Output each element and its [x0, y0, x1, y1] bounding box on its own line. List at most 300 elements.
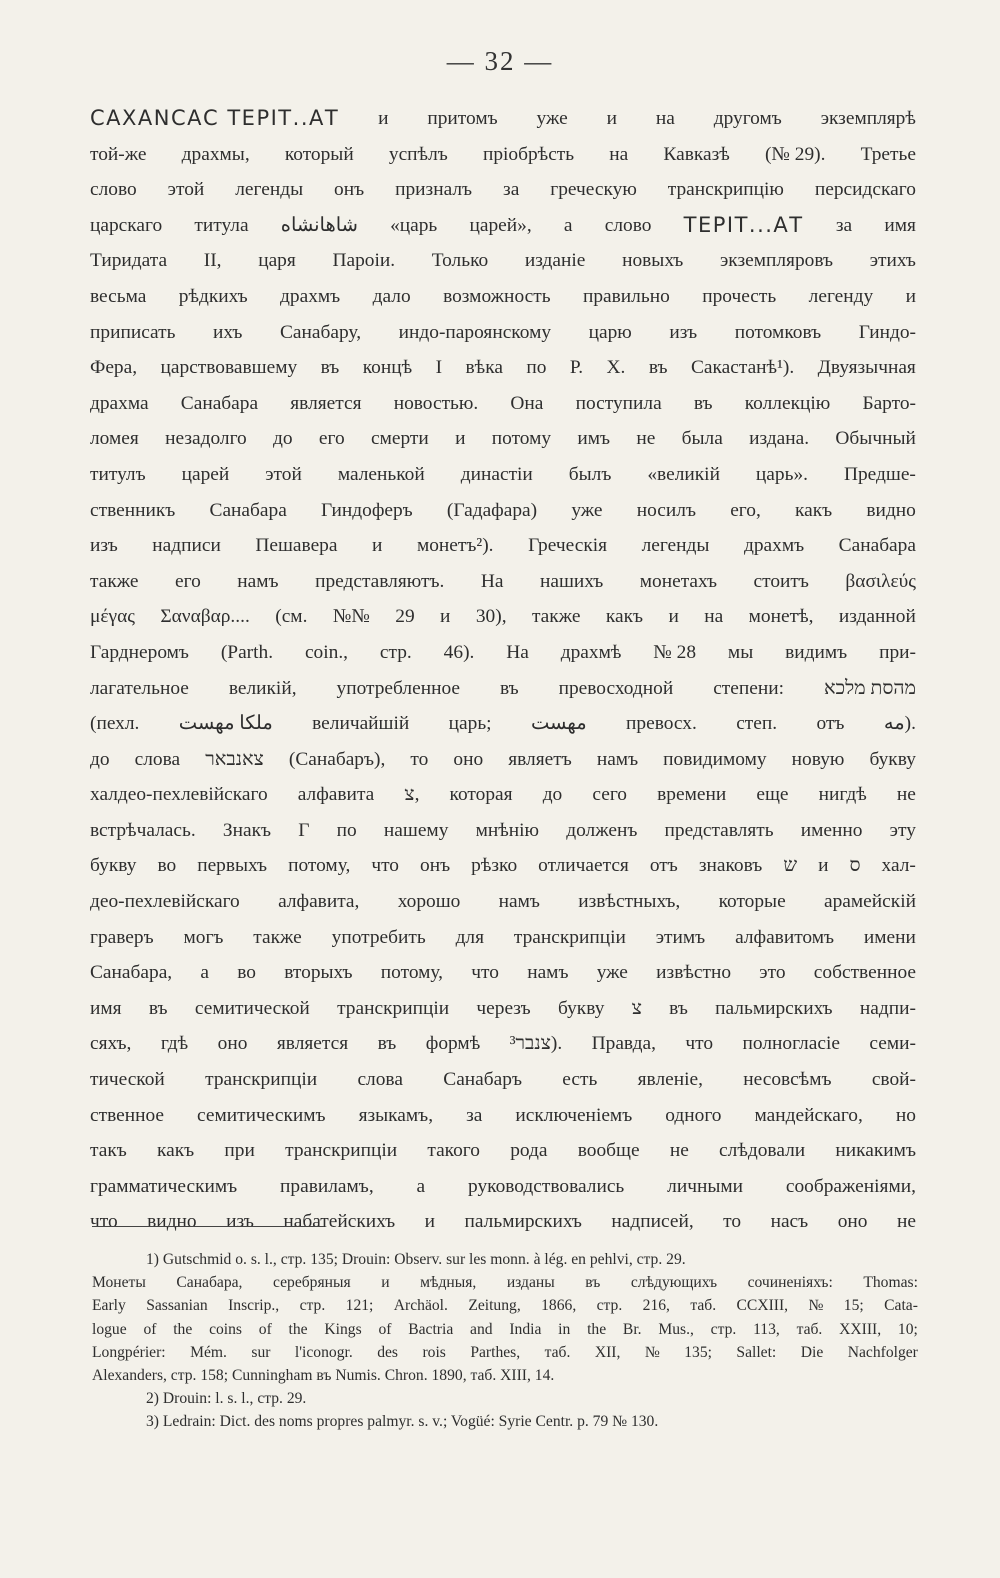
word: стр. [379, 641, 412, 663]
text-line [90, 920, 916, 956]
page-number: — 32 — [446, 46, 554, 76]
word: драхмъ [280, 285, 341, 307]
word: прочесть [702, 285, 777, 307]
word: № [808, 1297, 824, 1315]
word: Inscrip., [228, 1297, 280, 1315]
word: издана. [749, 428, 810, 450]
word: уже [596, 962, 628, 984]
word: въ [148, 997, 168, 1019]
word: вообще [577, 1140, 640, 1162]
word: какъ [795, 499, 833, 521]
word: времени [657, 784, 727, 806]
word: степени: [713, 677, 785, 699]
word: №№ [332, 606, 370, 628]
word: таб. [690, 1297, 717, 1315]
word: слово [90, 179, 137, 201]
word: полногласіе [742, 1033, 840, 1055]
word: имъ [577, 428, 611, 450]
word: новостью. [393, 392, 479, 414]
word: 121; [345, 1297, 374, 1315]
word: потомковъ [734, 321, 822, 343]
word: 216, [642, 1297, 670, 1315]
word: букву [869, 748, 916, 770]
word: гдѣ [160, 1033, 189, 1055]
word: была [681, 428, 723, 450]
text-line [90, 635, 916, 671]
word: изъ [90, 535, 118, 557]
word: Zeitung, [468, 1297, 521, 1315]
word: царей [181, 463, 230, 485]
word: а [200, 962, 210, 984]
word: семитической [194, 997, 310, 1019]
word: отъ [649, 855, 678, 877]
word: 113, [753, 1320, 780, 1338]
word: Пешавера [255, 535, 338, 557]
word: степ. [736, 713, 778, 735]
word: никакимъ [835, 1140, 916, 1162]
word: транскрипцію [667, 179, 784, 201]
word: Х. [606, 357, 626, 379]
word: и [381, 1274, 390, 1292]
word: букву [90, 855, 137, 877]
word: другомъ [713, 108, 782, 129]
word: мандейскаго, [754, 1104, 863, 1126]
word: XXIII, [839, 1320, 882, 1338]
footnote-line [92, 1341, 918, 1364]
word: царей», [469, 214, 532, 236]
text-line [90, 884, 916, 920]
word: 1866, [541, 1297, 577, 1315]
word: не [896, 784, 916, 806]
word: собственное [813, 962, 916, 984]
word: Кавказѣ [663, 143, 730, 165]
word: въ [320, 357, 340, 379]
footnotes [92, 1248, 918, 1434]
word: изданной [838, 606, 916, 628]
word: превосходной [558, 677, 674, 699]
word: На [480, 570, 504, 592]
word: первыхъ [197, 855, 268, 877]
word: צאנבאר [205, 748, 264, 770]
word: алфавита, [278, 891, 360, 913]
word: исключеніемъ [515, 1104, 633, 1126]
word: САХАNСАС ТЕРІТ..АТ [90, 106, 340, 130]
word: I [435, 357, 443, 379]
word: Санабара [838, 535, 916, 557]
word: Г [298, 819, 310, 841]
word: но [895, 1104, 916, 1126]
word: Sallet: [736, 1343, 777, 1361]
word: какъ [605, 606, 644, 628]
word: серебряныя [273, 1274, 351, 1292]
word: of [378, 1320, 392, 1338]
word: семи- [869, 1033, 916, 1055]
word: свой- [871, 1069, 916, 1091]
word: слѣдующихъ [630, 1274, 718, 1292]
text-line [90, 457, 916, 493]
word: пальмирскихъ [464, 1211, 582, 1233]
word: Третье [860, 143, 916, 165]
word: на [655, 108, 675, 129]
word: и [372, 535, 383, 557]
word: и [440, 606, 451, 628]
word: которая [449, 784, 513, 806]
word: что [90, 1211, 118, 1233]
word: и [905, 285, 916, 307]
word: ственникъ [90, 499, 176, 521]
word: царю [588, 321, 632, 343]
word: des [377, 1343, 398, 1361]
word: «великій [647, 463, 720, 485]
word: сего [592, 784, 627, 806]
word: онъ [420, 855, 451, 877]
footnote-line [92, 1318, 918, 1341]
word: 15; [843, 1297, 864, 1315]
word: нашихъ [539, 570, 604, 592]
word: въ [669, 997, 688, 1019]
word: the [288, 1320, 308, 1338]
word: и [606, 108, 617, 129]
word: Archäol. [393, 1297, 448, 1315]
word: Санабара [209, 499, 287, 521]
word: и [455, 428, 466, 450]
word: успѣлъ [388, 143, 448, 165]
word: 46). [443, 641, 475, 663]
word: онъ [334, 179, 365, 201]
word: персидскаго [814, 179, 916, 201]
word: транскрипціи [205, 1069, 318, 1091]
word: Пароіи. [332, 250, 396, 272]
word: великій, [228, 677, 297, 699]
word: на [704, 606, 724, 628]
footnote-line: Alexanders, стр. 158; Cunningham въ Numis. Chron. 1890, таб. XIII, 14. [92, 1366, 555, 1384]
word: той-же [90, 143, 147, 165]
word: царствовавшему [160, 357, 298, 379]
word: маленькой [337, 463, 425, 485]
word: до [90, 748, 110, 770]
word: за [466, 1104, 483, 1126]
word: граверъ [90, 926, 154, 948]
footnote-line: 3) Ledrain: Dict. des noms propres palmyr. s. v.; Vogüé: Syrie Centr. p. 79 № 130. [146, 1413, 659, 1431]
word: также [90, 570, 139, 592]
word: ס [849, 855, 861, 877]
word: именно [800, 819, 863, 841]
word: отъ [816, 713, 845, 735]
text-line [90, 1026, 916, 1062]
word: еще [756, 784, 789, 806]
text-line [90, 421, 916, 457]
word: намъ [527, 962, 569, 984]
word: coins [209, 1320, 242, 1338]
word: слова [134, 748, 181, 770]
word: Thomas: [863, 1274, 918, 1292]
word: изданіе [524, 250, 586, 272]
word: мы [727, 641, 754, 663]
word: Фера, [90, 357, 138, 379]
word: отличается [538, 855, 629, 877]
text-line [90, 279, 916, 315]
word: есть [562, 1069, 598, 1091]
word: при- [879, 641, 916, 663]
word: logue [92, 1320, 127, 1338]
word: the [173, 1320, 193, 1338]
word: концѣ [362, 357, 413, 379]
word: sur [251, 1343, 271, 1361]
word: возможность [443, 285, 551, 307]
word: въ [648, 357, 668, 379]
word: экземпляровъ [719, 250, 834, 272]
word: Kings [324, 1320, 362, 1338]
word: (Гадафара) [446, 499, 538, 521]
text-line [90, 101, 916, 137]
word: рѣдкихъ [178, 285, 248, 307]
word: арамейскій [824, 891, 916, 913]
word: представлять [664, 819, 774, 841]
word: насъ [770, 1211, 809, 1233]
word: транскрипціи [285, 1140, 398, 1162]
word: مه). [883, 713, 916, 735]
word: то [410, 748, 429, 770]
word: слѣдовали [719, 1140, 806, 1162]
word: имени [863, 926, 916, 948]
word: за [835, 214, 853, 236]
text-line [90, 955, 916, 991]
word: монетѣ, [748, 606, 814, 628]
word: вторыхъ [284, 962, 353, 984]
word: стоитъ [753, 570, 809, 592]
word: Die [800, 1343, 824, 1361]
word: стр. [710, 1320, 737, 1338]
word: этой [265, 463, 302, 485]
word: въ [585, 1274, 601, 1292]
text-line [90, 1133, 916, 1169]
word: слово [604, 214, 652, 236]
word: слова [357, 1069, 403, 1091]
text-line [90, 777, 916, 813]
word: не [896, 1211, 916, 1233]
word: драхмъ [743, 535, 805, 557]
word: хорошо [397, 891, 461, 913]
text-line [90, 350, 916, 386]
word: надписей, [611, 1211, 694, 1233]
word: rois [422, 1343, 446, 1361]
word: Монеты [92, 1274, 146, 1292]
word: легенду [808, 285, 874, 307]
word: въ [377, 1033, 397, 1055]
text-line [90, 671, 916, 707]
word: легенды [235, 179, 304, 201]
word: лагательное [90, 677, 189, 699]
word: драхмы, [181, 143, 250, 165]
word: монетахъ [639, 570, 718, 592]
word: намъ [237, 570, 279, 592]
word: Longpérier: [92, 1343, 166, 1361]
word: таб. [796, 1320, 823, 1338]
word: Cata- [884, 1297, 918, 1315]
word: Гарднеромъ [90, 641, 189, 663]
word: и [424, 1211, 436, 1233]
word: 30), [475, 606, 507, 628]
word: династіи [460, 463, 533, 485]
word: Греческія [528, 535, 608, 557]
word: of [143, 1320, 157, 1338]
word: употребленное [336, 677, 460, 699]
footnote-line: 1) Gutschmid o. s. l., стр. 135; Drouin: Observ. sur les monn. à lég. en pehlvi, стр. 29. [146, 1251, 686, 1268]
word: in [558, 1320, 571, 1338]
word: хал- [881, 855, 916, 877]
word: и [818, 855, 829, 877]
word: Обычный [835, 428, 916, 450]
text-line [90, 813, 916, 849]
word: Гиндо- [858, 321, 916, 343]
word: شاهانشاه [280, 214, 358, 236]
word: его [318, 428, 345, 450]
word: царя [258, 250, 296, 272]
word: оно [837, 1211, 868, 1233]
word: новую [791, 748, 845, 770]
word: имя [90, 997, 122, 1019]
word: видно [866, 499, 916, 521]
word: таб. [544, 1343, 571, 1361]
word: № 28 [653, 641, 697, 663]
word: 135; [684, 1343, 712, 1361]
word: стр. [299, 1297, 326, 1315]
footnote-line [92, 1294, 918, 1317]
word: намъ [498, 891, 540, 913]
word: Р. [569, 357, 584, 379]
word: семитическимъ [197, 1104, 326, 1126]
word: (см. [275, 606, 308, 628]
word: ственное [90, 1104, 165, 1126]
word: царь». [755, 463, 808, 485]
word: Sassanian [146, 1297, 208, 1315]
word: повидимому [663, 748, 767, 770]
word: формѣ [425, 1033, 481, 1055]
text-line [90, 137, 916, 173]
text-line [90, 528, 916, 564]
word: смерти [370, 428, 429, 450]
word: соображеніями, [785, 1175, 916, 1197]
word: Двуязычная [817, 357, 916, 379]
word: μέγας [90, 606, 135, 628]
word: Тиридата [90, 250, 168, 272]
word: рода [510, 1140, 548, 1162]
word: (пехл. [90, 713, 140, 735]
word: и [668, 606, 679, 628]
word: царь; [448, 713, 492, 735]
word: букву [557, 997, 605, 1019]
word: Сакастанѣ¹). [690, 357, 795, 379]
word: «царь [390, 214, 438, 236]
word: ихъ [213, 321, 243, 343]
word: драхмѣ [560, 641, 622, 663]
word: потому [491, 428, 552, 450]
word: сочиненіяхъ: [747, 1274, 833, 1292]
word: могъ [183, 926, 224, 948]
word: также [253, 926, 302, 948]
word: такъ [90, 1140, 127, 1162]
text-line [90, 742, 916, 778]
word: Mém. [190, 1343, 227, 1361]
word: греческую [550, 179, 637, 201]
word: извѣстно [656, 962, 732, 984]
word: набатейскихъ [283, 1211, 396, 1233]
word: индо-пароянскому [398, 321, 552, 343]
word: за [503, 179, 520, 201]
word: что [685, 1033, 714, 1055]
word: (Санабаръ), [288, 748, 386, 770]
word: этой [167, 179, 205, 201]
word: величайшій [312, 713, 410, 735]
word: алфавита [297, 784, 375, 806]
word: долженъ [566, 819, 638, 841]
word: личными [667, 1175, 743, 1197]
word: его [175, 570, 201, 592]
word: правильно [582, 285, 670, 307]
word: צ, [404, 784, 420, 806]
word: нигдѣ [818, 784, 867, 806]
footnote-line: 2) Drouin: l. s. l., стр. 29. [146, 1390, 307, 1408]
word: для [455, 926, 485, 948]
word: CCXIII, [736, 1297, 789, 1315]
word: مهست [530, 713, 587, 735]
word: изъ [226, 1211, 254, 1233]
word: сяхъ, [90, 1033, 132, 1055]
word: намъ [596, 748, 639, 770]
text-line [90, 315, 916, 351]
word: дало [372, 285, 411, 307]
word: На [506, 641, 529, 663]
word: а [416, 1175, 426, 1197]
word: экземплярѣ [820, 108, 916, 129]
text-line [90, 493, 916, 529]
word: coin., [304, 641, 349, 663]
word: представляютъ. [315, 570, 445, 592]
word: потому, [288, 855, 351, 877]
word: ломея [90, 428, 139, 450]
word: Барто- [862, 392, 916, 414]
word: не [669, 1140, 689, 1162]
word: этихъ [869, 250, 916, 272]
word: весьма [90, 285, 147, 307]
word: былъ [568, 463, 612, 485]
word: Правда, [591, 1033, 656, 1055]
word: βασιλεύς [845, 570, 916, 592]
text-line [90, 706, 916, 742]
word: надписи [152, 535, 221, 557]
word: Только [431, 250, 489, 272]
footnote-line [92, 1271, 918, 1294]
word: на [609, 143, 629, 165]
text-line [90, 1062, 916, 1098]
word: надпи- [859, 997, 916, 1019]
word: легенды [641, 535, 710, 557]
word: Early [92, 1297, 126, 1315]
text-line [90, 243, 916, 279]
word: Br. [622, 1320, 642, 1338]
text-line [90, 208, 916, 244]
word: черезъ [476, 997, 531, 1019]
word: который [284, 143, 354, 165]
word: оно [217, 1033, 248, 1055]
body-text [90, 101, 916, 1240]
word: этимъ [655, 926, 706, 948]
word: пальмирскихъ [715, 997, 833, 1019]
word: מהסת מלכא [823, 677, 916, 699]
word: тической [90, 1069, 165, 1091]
word: вѣка [465, 357, 503, 379]
word: драхма [90, 392, 149, 414]
